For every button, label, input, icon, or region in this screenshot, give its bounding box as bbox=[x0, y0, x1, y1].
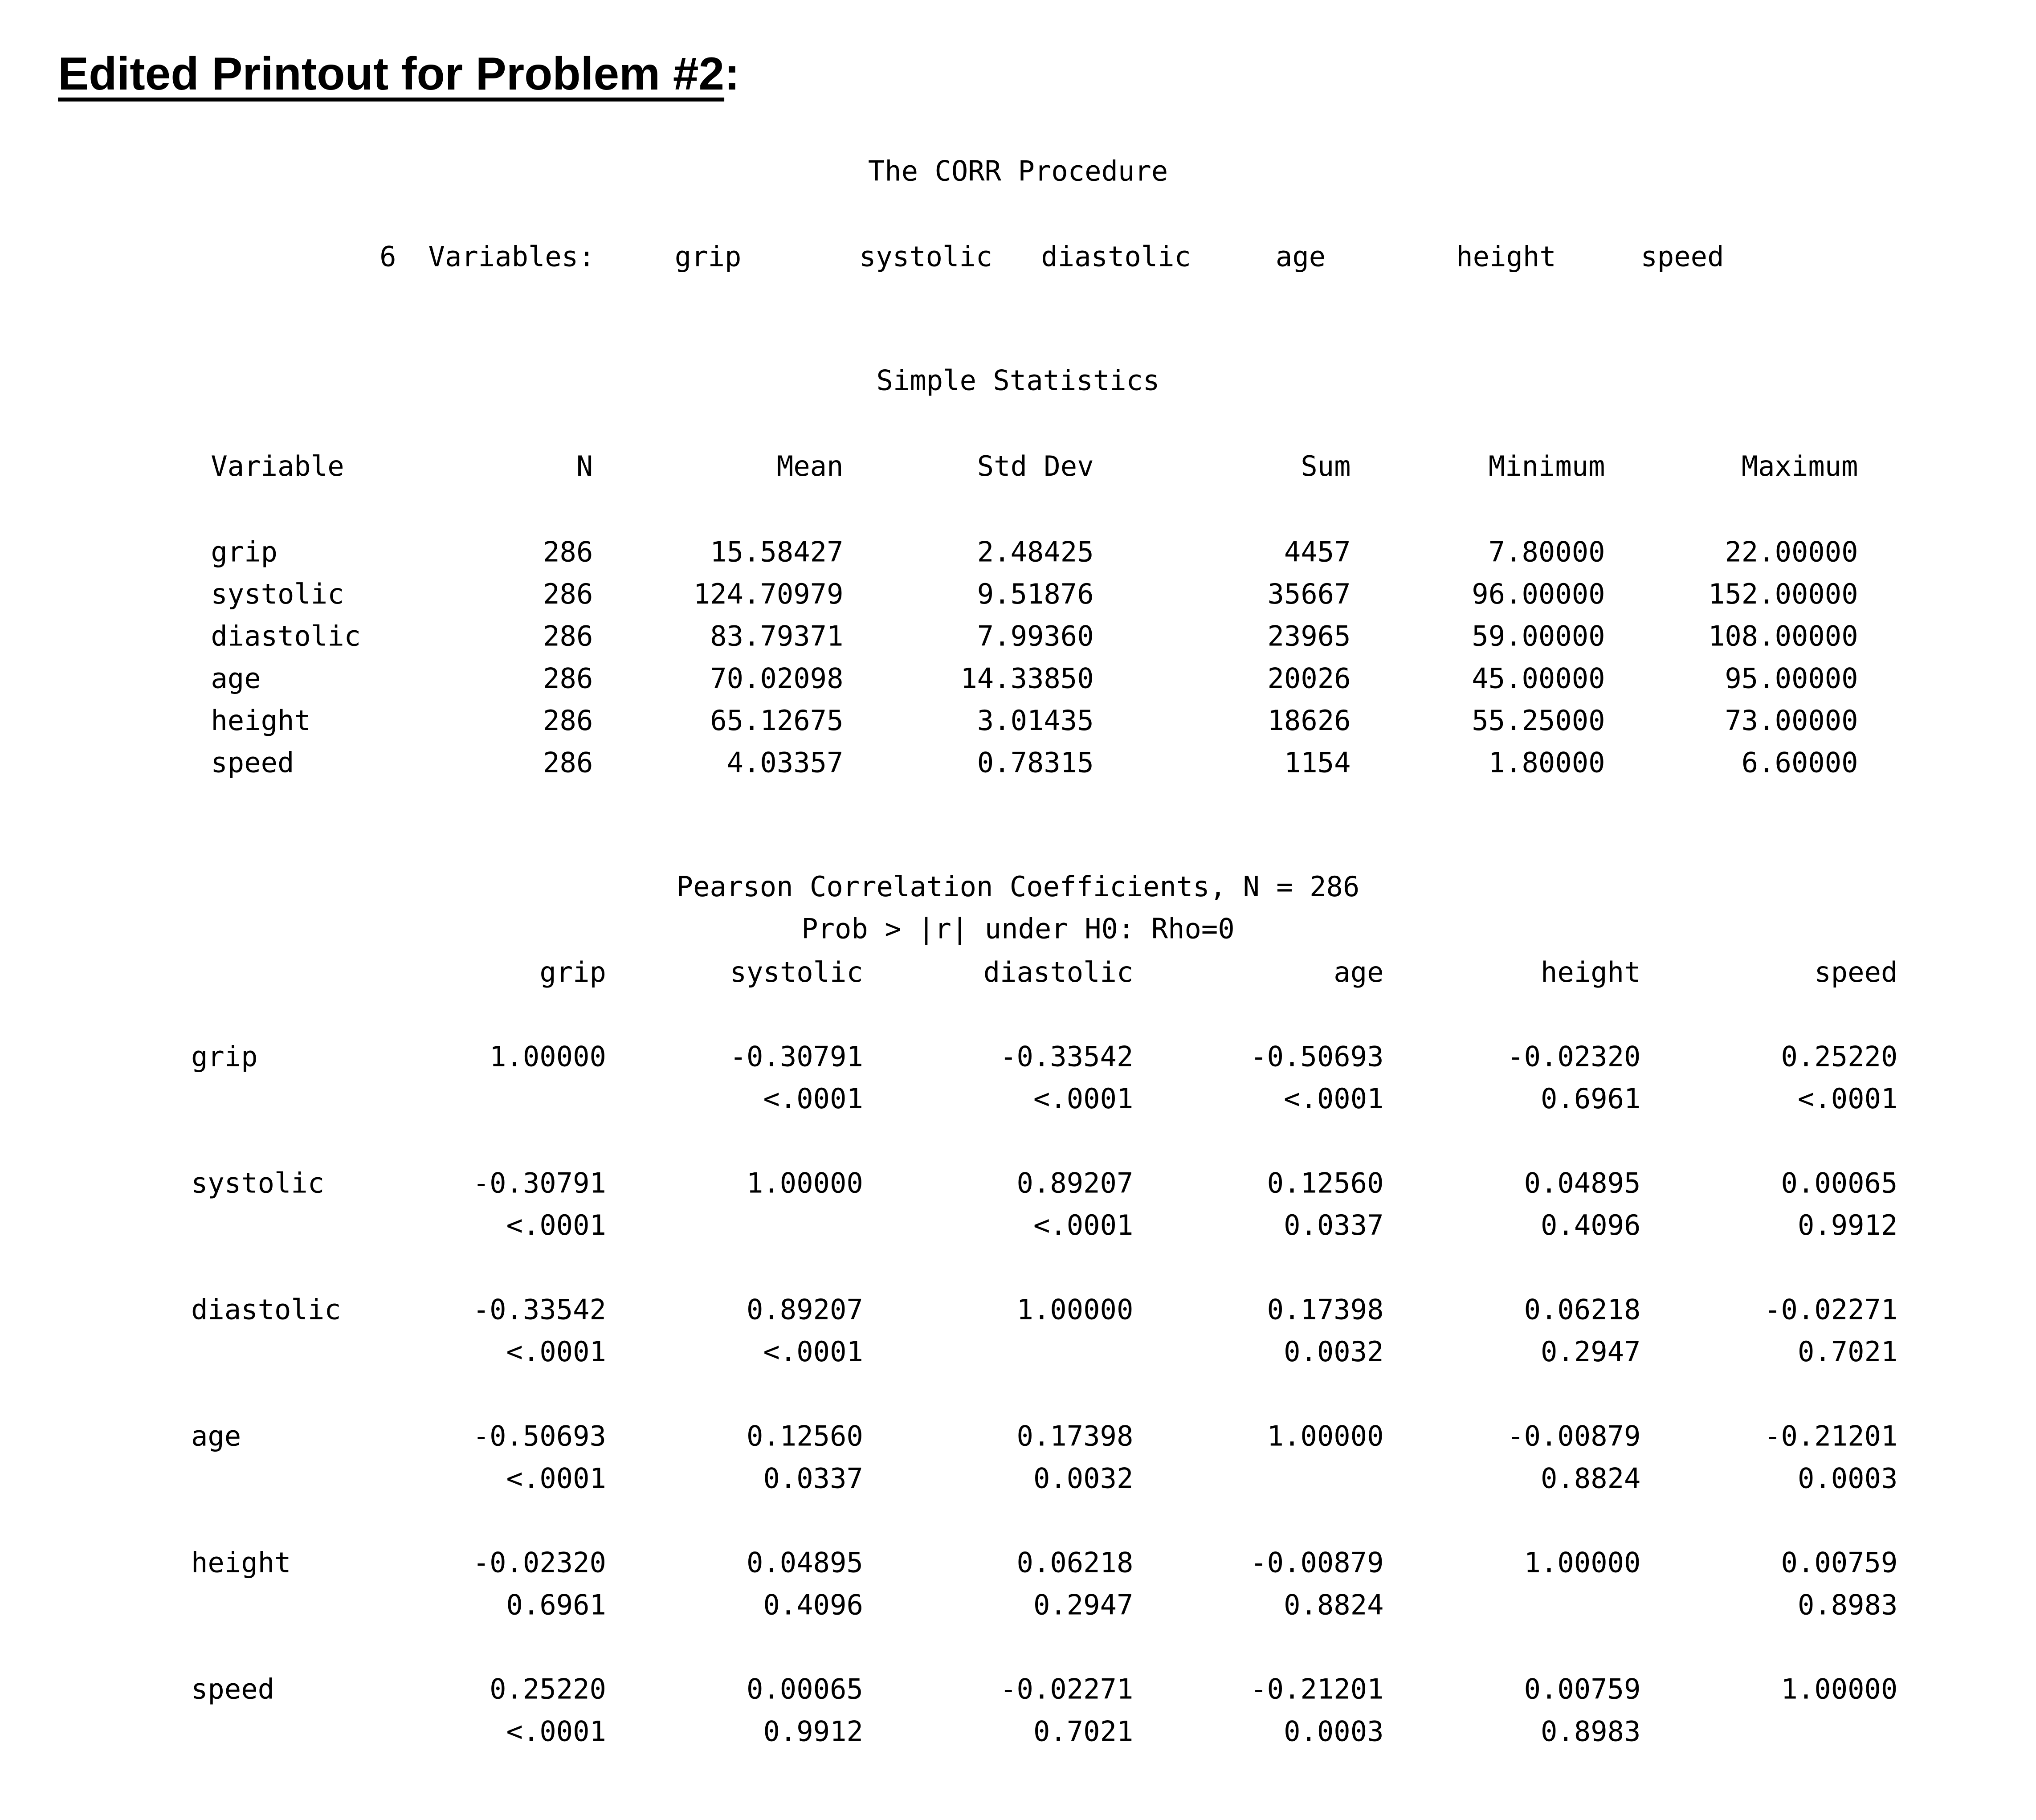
stat-maximum: 108.00000 bbox=[1708, 620, 1858, 653]
corr-coef: 0.00759 bbox=[1524, 1673, 1641, 1706]
corr-prob: 0.9912 bbox=[1797, 1209, 1898, 1242]
simple-statistics-title: Simple Statistics bbox=[876, 365, 1160, 397]
variables-count: 6 bbox=[379, 241, 396, 273]
col-header-mean: Mean bbox=[776, 450, 844, 482]
corr-coef: -0.30791 bbox=[730, 1041, 863, 1073]
corr-col-systolic: systolic bbox=[730, 956, 863, 988]
pearson-title-line2: Prob > |r| under H0: Rho=0 bbox=[801, 913, 1235, 945]
stat-stddev: 0.78315 bbox=[977, 747, 1094, 779]
corr-prob bbox=[863, 1331, 1134, 1373]
corr-row-label: age bbox=[191, 1420, 241, 1453]
corr-coef: -0.50693 bbox=[473, 1420, 606, 1453]
stat-maximum: 95.00000 bbox=[1725, 663, 1858, 695]
corr-row-label: grip bbox=[191, 1041, 258, 1073]
corr-row-label: speed bbox=[191, 1673, 275, 1706]
corr-coef: 0.17398 bbox=[1016, 1420, 1134, 1453]
corr-coef: 1.00000 bbox=[1781, 1673, 1898, 1706]
corr-row-label: systolic bbox=[191, 1167, 325, 1200]
corr-coef: -0.02271 bbox=[1000, 1673, 1134, 1706]
variable-name-diastolic: diastolic bbox=[1041, 241, 1191, 273]
corr-prob: 0.0003 bbox=[1797, 1463, 1898, 1495]
col-header-maximum: Maximum bbox=[1741, 450, 1858, 482]
stat-minimum: 55.25000 bbox=[1472, 705, 1605, 737]
stat-mean: 124.70979 bbox=[693, 578, 844, 610]
stat-mean: 4.03357 bbox=[726, 747, 844, 779]
corr-coef-row-height bbox=[191, 1500, 1897, 1584]
correlation-matrix-table bbox=[191, 951, 1897, 1753]
corr-corner-cell bbox=[191, 951, 402, 994]
stat-minimum: 45.00000 bbox=[1472, 663, 1605, 695]
stats-row-grip bbox=[211, 488, 1858, 573]
stat-minimum: 59.00000 bbox=[1472, 620, 1605, 653]
stat-mean: 83.79371 bbox=[710, 620, 844, 653]
stat-n: 286 bbox=[543, 705, 593, 737]
corr-prob bbox=[1133, 1457, 1383, 1500]
variable-name-grip: grip bbox=[674, 241, 742, 273]
stat-n: 286 bbox=[543, 747, 593, 779]
corr-coef: 0.04895 bbox=[747, 1547, 863, 1579]
corr-coef-row-grip bbox=[191, 994, 1897, 1078]
corr-coef: -0.33542 bbox=[473, 1294, 606, 1326]
stat-variable: systolic bbox=[211, 578, 344, 610]
corr-prob: <.0001 bbox=[506, 1716, 606, 1748]
corr-coef: 0.06218 bbox=[1524, 1294, 1641, 1326]
variable-name-speed: speed bbox=[1640, 241, 1724, 273]
corr-coef: 1.00000 bbox=[1016, 1294, 1134, 1326]
corr-prob-row-age bbox=[191, 1457, 1897, 1500]
variables-label: Variables: bbox=[428, 241, 595, 273]
corr-coef: 0.04895 bbox=[1524, 1167, 1641, 1200]
corr-row-label-spacer bbox=[191, 1457, 402, 1500]
corr-prob-row-height bbox=[191, 1584, 1897, 1626]
corr-coef: -0.02320 bbox=[473, 1547, 606, 1579]
stat-sum: 1154 bbox=[1284, 747, 1351, 779]
corr-coef: 0.00759 bbox=[1781, 1547, 1898, 1579]
corr-coef-row-systolic bbox=[191, 1120, 1897, 1204]
stat-stddev: 2.48425 bbox=[977, 536, 1094, 568]
corr-prob: 0.0003 bbox=[1284, 1716, 1384, 1748]
corr-coef: 1.00000 bbox=[1267, 1420, 1384, 1453]
corr-coef: 0.12560 bbox=[747, 1420, 863, 1453]
corr-prob: 0.8824 bbox=[1284, 1589, 1384, 1621]
stats-row-age bbox=[211, 657, 1858, 700]
corr-prob: <.0001 bbox=[1033, 1083, 1134, 1115]
stat-maximum: 6.60000 bbox=[1741, 747, 1858, 779]
corr-coef: 0.00065 bbox=[1781, 1167, 1898, 1200]
page-title bbox=[0, 0, 2036, 103]
corr-prob: 0.4096 bbox=[763, 1589, 863, 1621]
corr-prob: 0.6961 bbox=[506, 1589, 606, 1621]
corr-prob: 0.0337 bbox=[763, 1463, 863, 1495]
corr-coef: 0.12560 bbox=[1267, 1167, 1384, 1200]
stats-row-systolic bbox=[211, 573, 1858, 616]
corr-prob: <.0001 bbox=[1284, 1083, 1384, 1115]
corr-coef: -0.02271 bbox=[1764, 1294, 1898, 1326]
corr-row-label: height bbox=[191, 1547, 291, 1579]
col-header-variable: Variable bbox=[211, 450, 344, 482]
page-title-colon: : bbox=[724, 49, 740, 100]
col-header-stddev: Std Dev bbox=[977, 450, 1094, 482]
corr-col-diastolic: diastolic bbox=[983, 956, 1134, 988]
corr-prob: 0.2947 bbox=[1541, 1336, 1641, 1368]
corr-coef: 0.06218 bbox=[1016, 1547, 1134, 1579]
corr-prob-row-grip bbox=[191, 1078, 1897, 1120]
col-header-sum: Sum bbox=[1301, 450, 1351, 482]
corr-prob: <.0001 bbox=[763, 1336, 863, 1368]
stat-sum: 4457 bbox=[1284, 536, 1351, 568]
corr-prob: 0.8983 bbox=[1797, 1589, 1898, 1621]
corr-prob: 0.2947 bbox=[1033, 1589, 1134, 1621]
corr-prob: 0.7021 bbox=[1033, 1716, 1134, 1748]
stats-row-speed bbox=[211, 742, 1858, 784]
corr-prob: 0.0032 bbox=[1033, 1463, 1134, 1495]
stat-n: 286 bbox=[543, 578, 593, 610]
stat-maximum: 152.00000 bbox=[1708, 578, 1858, 610]
corr-row-label-spacer bbox=[191, 1710, 402, 1753]
corr-prob: 0.6961 bbox=[1541, 1083, 1641, 1115]
stat-sum: 35667 bbox=[1267, 578, 1351, 610]
corr-coef-row-speed bbox=[191, 1626, 1897, 1710]
corr-coef: -0.33542 bbox=[1000, 1041, 1134, 1073]
corr-prob-row-systolic bbox=[191, 1204, 1897, 1247]
corr-col-grip: grip bbox=[539, 956, 606, 988]
corr-prob bbox=[1640, 1710, 1897, 1753]
corr-coef: 1.00000 bbox=[1524, 1547, 1641, 1579]
corr-prob-row-diastolic bbox=[191, 1331, 1897, 1373]
corr-col-speed: speed bbox=[1814, 956, 1898, 988]
stat-sum: 23965 bbox=[1267, 620, 1351, 653]
corr-coef: 0.00065 bbox=[747, 1673, 863, 1706]
stat-variable: speed bbox=[211, 747, 294, 779]
corr-row-label-spacer bbox=[191, 1204, 402, 1247]
stat-variable: diastolic bbox=[211, 620, 361, 653]
col-header-n: N bbox=[576, 450, 593, 482]
stat-stddev: 3.01435 bbox=[977, 705, 1094, 737]
correlation-header-row bbox=[191, 951, 1897, 994]
corr-coef: -0.30791 bbox=[473, 1167, 606, 1200]
corr-prob: <.0001 bbox=[763, 1083, 863, 1115]
corr-prob: 0.8824 bbox=[1541, 1463, 1641, 1495]
corr-prob: 0.8983 bbox=[1541, 1716, 1641, 1748]
corr-col-age: age bbox=[1334, 956, 1384, 988]
corr-prob: <.0001 bbox=[1033, 1209, 1134, 1242]
stat-minimum: 7.80000 bbox=[1488, 536, 1605, 568]
procedure-title: The CORR Procedure bbox=[868, 155, 1168, 188]
corr-coef: 1.00000 bbox=[747, 1167, 863, 1200]
corr-coef-row-diastolic bbox=[191, 1247, 1897, 1331]
corr-row-label-spacer bbox=[191, 1078, 402, 1120]
stat-variable: grip bbox=[211, 536, 278, 568]
corr-prob: 0.7021 bbox=[1797, 1336, 1898, 1368]
stat-maximum: 73.00000 bbox=[1725, 705, 1858, 737]
stat-minimum: 1.80000 bbox=[1488, 747, 1605, 779]
stat-maximum: 22.00000 bbox=[1725, 536, 1858, 568]
variable-name-systolic: systolic bbox=[859, 241, 993, 273]
stats-row-diastolic bbox=[211, 616, 1858, 658]
stat-stddev: 7.99360 bbox=[977, 620, 1094, 653]
stat-sum: 18626 bbox=[1267, 705, 1351, 737]
corr-prob bbox=[606, 1204, 863, 1247]
corr-coef: 0.17398 bbox=[1267, 1294, 1384, 1326]
corr-prob: 0.0032 bbox=[1284, 1336, 1384, 1368]
stats-row-height bbox=[211, 700, 1858, 742]
corr-coef: -0.21201 bbox=[1764, 1420, 1898, 1453]
corr-row-label-spacer bbox=[191, 1331, 402, 1373]
page-title-text: Edited Printout for Problem #2 bbox=[58, 49, 725, 100]
simple-statistics-table bbox=[211, 445, 1858, 784]
simple-statistics-header-row bbox=[211, 445, 1858, 488]
corr-coef: -0.00879 bbox=[1507, 1420, 1641, 1453]
corr-coef: -0.00879 bbox=[1250, 1547, 1384, 1579]
corr-coef: -0.21201 bbox=[1250, 1673, 1384, 1706]
stat-n: 286 bbox=[543, 536, 593, 568]
corr-coef: 0.89207 bbox=[747, 1294, 863, 1326]
variables-line bbox=[0, 236, 2036, 278]
variable-name-age: age bbox=[1275, 241, 1326, 273]
corr-prob: <.0001 bbox=[1797, 1083, 1898, 1115]
corr-prob: <.0001 bbox=[506, 1336, 606, 1368]
corr-prob: <.0001 bbox=[506, 1463, 606, 1495]
stat-mean: 15.58427 bbox=[710, 536, 844, 568]
variable-name-height: height bbox=[1456, 241, 1556, 273]
stat-minimum: 96.00000 bbox=[1472, 578, 1605, 610]
corr-coef: 1.00000 bbox=[490, 1041, 606, 1073]
corr-col-height: height bbox=[1541, 956, 1641, 988]
stat-stddev: 14.33850 bbox=[960, 663, 1094, 695]
stat-n: 286 bbox=[543, 663, 593, 695]
pearson-title-line1: Pearson Correlation Coefficients, N = 286 bbox=[676, 871, 1360, 903]
stat-stddev: 9.51876 bbox=[977, 578, 1094, 610]
corr-coef: 0.25220 bbox=[490, 1673, 606, 1706]
corr-prob: 0.4096 bbox=[1541, 1209, 1641, 1242]
stat-n: 286 bbox=[543, 620, 593, 653]
corr-prob: 0.9912 bbox=[763, 1716, 863, 1748]
stat-mean: 70.02098 bbox=[710, 663, 844, 695]
corr-prob bbox=[402, 1078, 606, 1120]
corr-prob bbox=[1384, 1584, 1641, 1626]
corr-row-label-spacer bbox=[191, 1584, 402, 1626]
stat-variable: age bbox=[211, 663, 261, 695]
corr-coef-row-age bbox=[191, 1373, 1897, 1457]
corr-coef: 0.89207 bbox=[1016, 1167, 1134, 1200]
stat-mean: 65.12675 bbox=[710, 705, 844, 737]
stat-variable: height bbox=[211, 705, 311, 737]
corr-row-label: diastolic bbox=[191, 1294, 341, 1326]
corr-coef: -0.02320 bbox=[1507, 1041, 1641, 1073]
corr-prob: 0.0337 bbox=[1284, 1209, 1384, 1242]
corr-coef: -0.50693 bbox=[1250, 1041, 1384, 1073]
stat-sum: 20026 bbox=[1267, 663, 1351, 695]
col-header-minimum: Minimum bbox=[1488, 450, 1605, 482]
corr-prob: <.0001 bbox=[506, 1209, 606, 1242]
corr-prob-row-speed bbox=[191, 1710, 1897, 1753]
corr-coef: 0.25220 bbox=[1781, 1041, 1898, 1073]
